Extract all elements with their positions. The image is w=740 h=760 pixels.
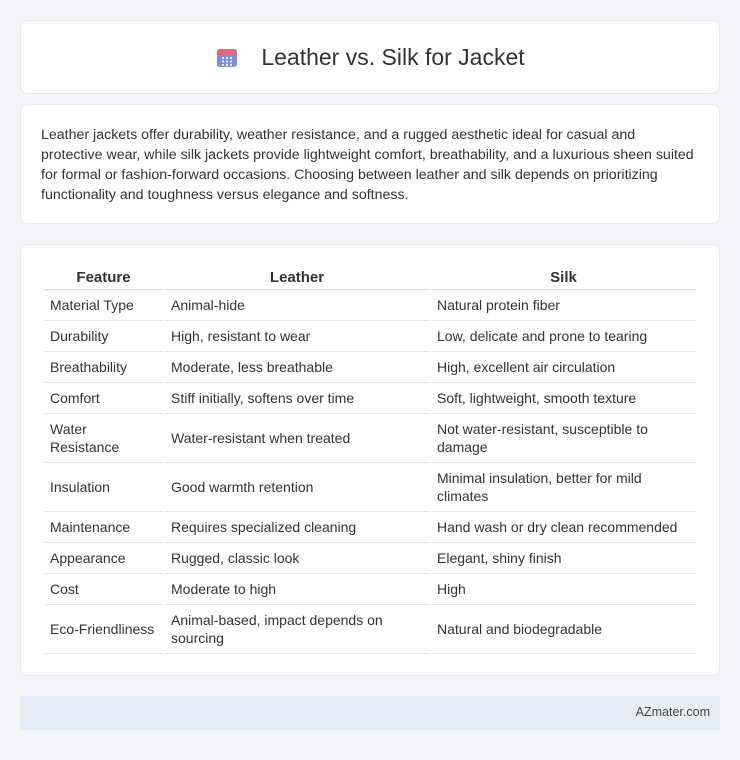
page-title: Leather vs. Silk for Jacket — [261, 43, 525, 70]
comparison-table — [42, 259, 698, 654]
leather-cell: Animal-based, impact depends on sourcing — [165, 605, 429, 654]
silk-cell: Low, delicate and prone to tearing — [431, 321, 696, 352]
table-row — [44, 383, 696, 414]
feature-cell: Appearance — [44, 543, 163, 574]
leather-cell: Good warmth retention — [165, 463, 429, 512]
intro-text: Leather jackets offer durability, weather resistance, and a rugged aesthetic ideal for casual and protective wear, while silk jackets provide lightweight comfort, breathability, and a luxurious sheen suited for formal or fashion-forward occasions. Choosing between leather and silk depends on prioritizing functionality and toughness versus elegance and softness. — [41, 127, 694, 203]
silk-cell: Natural protein fiber — [431, 290, 696, 321]
feature-cell: Breathability — [44, 352, 163, 383]
leather-cell: Stiff initially, softens over time — [165, 383, 429, 414]
calendar-icon — [215, 45, 239, 69]
feature-cell: Eco-Friendliness — [44, 605, 163, 654]
table-row — [44, 352, 696, 383]
intro-card — [20, 104, 720, 224]
table-header-row — [44, 259, 696, 290]
title-wrap — [215, 44, 524, 71]
table-row — [44, 605, 696, 654]
table-row — [44, 543, 696, 574]
header-silk: Silk — [431, 259, 696, 290]
feature-cell: Maintenance — [44, 512, 163, 543]
table-row — [44, 512, 696, 543]
feature-cell: Cost — [44, 574, 163, 605]
feature-cell: Water Resistance — [44, 414, 163, 463]
silk-cell: High — [431, 574, 696, 605]
silk-cell: Hand wash or dry clean recommended — [431, 512, 696, 543]
silk-cell: Not water-resistant, susceptible to damage — [431, 414, 696, 463]
table-row — [44, 321, 696, 352]
footer-site-link[interactable]: AZmater.com — [635, 705, 710, 719]
table-row — [44, 414, 696, 463]
header-leather: Leather — [165, 259, 429, 290]
leather-cell: Water-resistant when treated — [165, 414, 429, 463]
silk-cell: Elegant, shiny finish — [431, 543, 696, 574]
silk-cell: Minimal insulation, better for mild climates — [431, 463, 696, 512]
leather-cell: Moderate, less breathable — [165, 352, 429, 383]
leather-cell: Moderate to high — [165, 574, 429, 605]
footer — [20, 696, 720, 730]
leather-cell: High, resistant to wear — [165, 321, 429, 352]
silk-cell: High, excellent air circulation — [431, 352, 696, 383]
feature-cell: Comfort — [44, 383, 163, 414]
feature-cell: Insulation — [44, 463, 163, 512]
header-feature: Feature — [44, 259, 163, 290]
leather-cell: Animal-hide — [165, 290, 429, 321]
table-card — [20, 244, 720, 676]
table-row — [44, 463, 696, 512]
leather-cell: Rugged, classic look — [165, 543, 429, 574]
feature-cell: Durability — [44, 321, 163, 352]
table-row — [44, 574, 696, 605]
silk-cell: Natural and biodegradable — [431, 605, 696, 654]
leather-cell: Requires specialized cleaning — [165, 512, 429, 543]
feature-cell: Material Type — [44, 290, 163, 321]
silk-cell: Soft, lightweight, smooth texture — [431, 383, 696, 414]
table-row — [44, 290, 696, 321]
header-card — [20, 20, 720, 94]
